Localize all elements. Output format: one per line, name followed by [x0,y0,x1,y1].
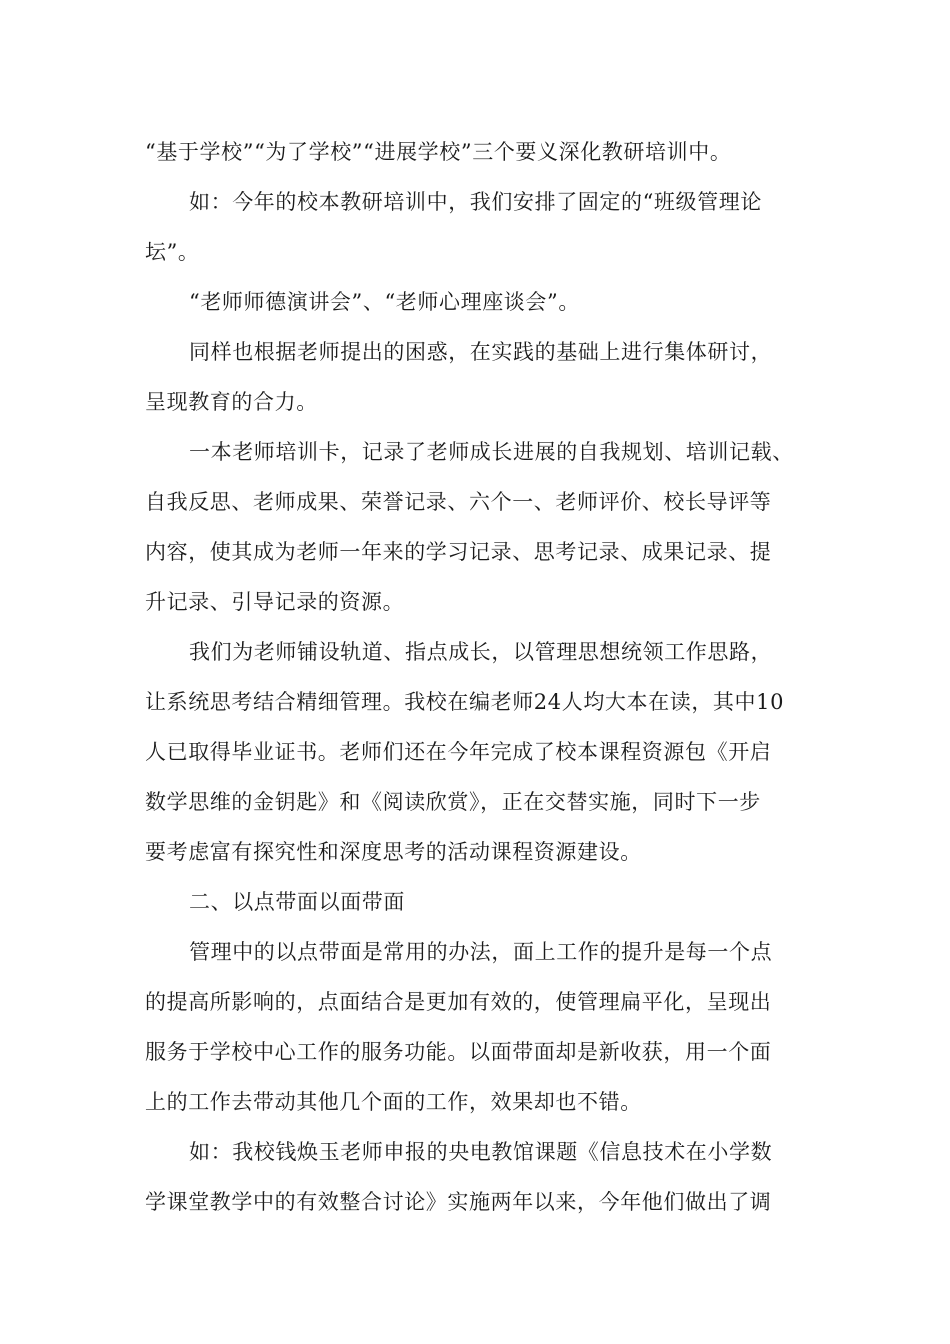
text-line-8: 自我反思、老师成果、荣誉记录、六个一、老师评价、校长导评等 [145,490,772,514]
text-line-4: “老师师德演讲会”、“老师心理座谈会”。 [189,290,580,314]
text-line-18: 的提高所影响的，点面结合是更加有效的，使管理扁平化，呈现出 [145,990,772,1014]
section-heading: 二、以点带面以面带面 [189,890,405,914]
text-line-9: 内容，使其成为老师一年来的学习记录、思考记录、成果记录、提 [145,540,772,564]
text-line-7: 一本老师培训卡，记录了老师成长进展的自我规划、培训记载、 [189,440,794,464]
text-line-2: 如：今年的校本教研培训中，我们安排了固定的“班级管理论 [189,190,762,214]
text-line-3: 坛”。 [145,240,200,264]
text-line-14: 数学思维的金钥匙》和《阅读欣赏》，正在交替实施，同时下一步 [145,790,761,814]
text-line-19: 服务于学校中心工作的服务功能。以面带面却是新收获，用一个面 [145,1040,772,1064]
text-line-22: 学课堂教学中的有效整合讨论》实施两年以来，今年他们做出了调 [145,1190,772,1214]
text-line-5: 同样也根据老师提出的困惑，在实践的基础上进行集体研讨， [189,340,773,364]
text-line-10: 升记录、引导记录的资源。 [145,590,405,614]
text-line-13: 人已取得毕业证书。老师们还在今年完成了校本课程资源包《开启 [145,740,772,764]
text-line-1: “基于学校”“为了学校”“进展学校”三个要义深化教研培训中。 [145,140,732,164]
text-line-17: 管理中的以点带面是常用的办法，面上工作的提升是每一个点 [189,940,773,964]
text-line-11: 我们为老师铺设轨道、指点成长，以管理思想统领工作思路， [189,640,773,664]
text-line-20: 上的工作去带动其他几个面的工作，效果却也不错。 [145,1090,642,1114]
text-line-12: 让系统思考结合精细管理。我校在编老师24人均大本在读，其中10 [145,690,785,714]
text-line-15: 要考虑富有探究性和深度思考的活动课程资源建设。 [145,840,642,864]
text-line-6: 呈现教育的合力。 [145,390,318,414]
text-line-21: 如：我校钱焕玉老师申报的央电教馆课题《信息技术在小学数 [189,1140,773,1164]
